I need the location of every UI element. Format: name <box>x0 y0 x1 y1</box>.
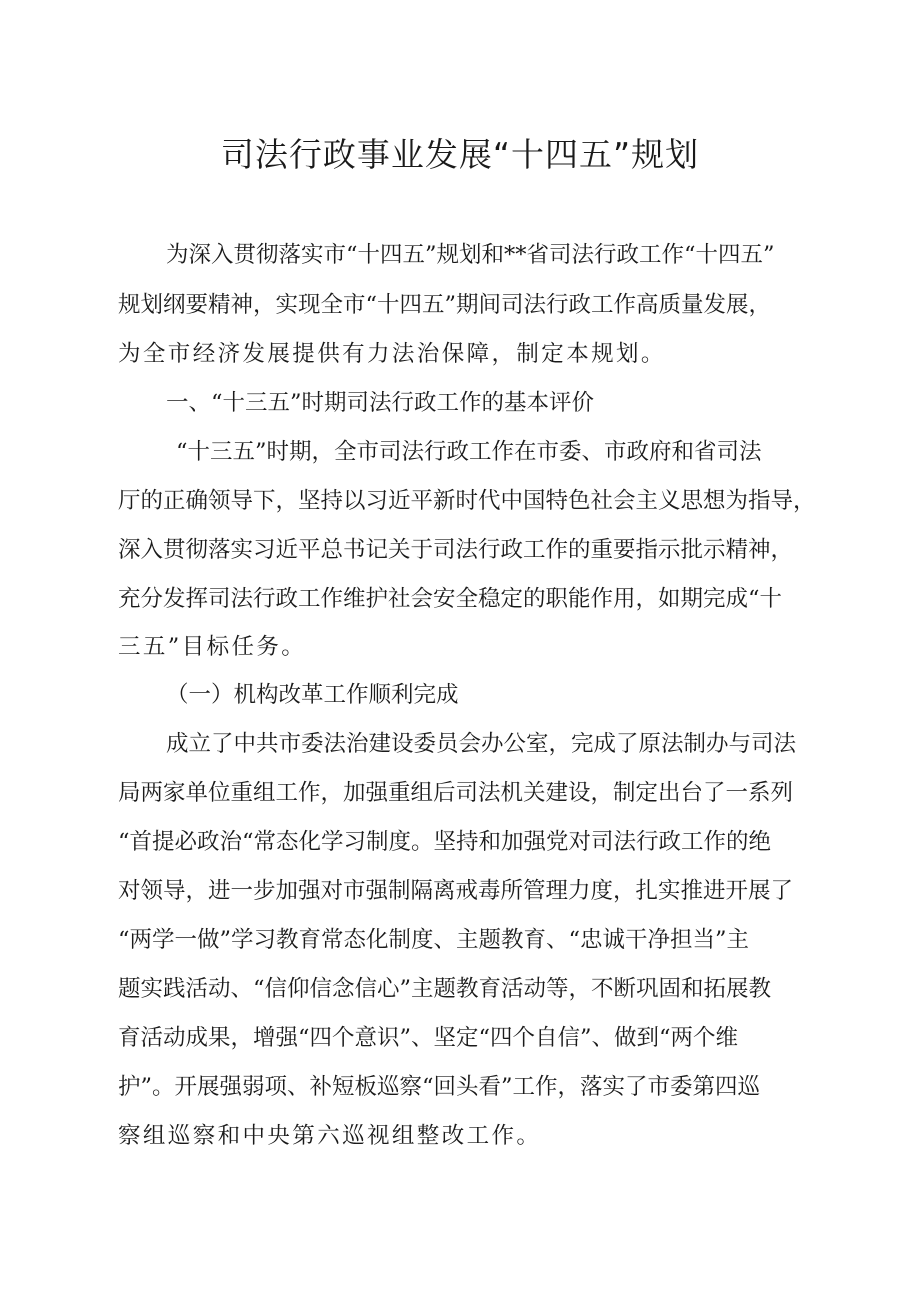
paragraph-line: “两学一做”学习教育常态化制度、主题教育、“忠诚干净担当”主 <box>118 927 750 953</box>
subsection-heading: （一）机构改革工作顺利完成 <box>166 682 459 708</box>
paragraph-line: 题实践活动、“信仰信念信心”主题教育活动等，不断巩固和拓展教 <box>118 976 772 1002</box>
document-title: 司法行政事业发展“十四五”规划 <box>220 135 700 174</box>
paragraph-line: 为深入贯彻落实市“十四五”规划和**省司法行政工作“十四五” <box>166 242 775 268</box>
paragraph-line: 察组巡察和中央第六巡视组整改工作。 <box>118 1123 542 1149</box>
paragraph-line: 规划纲要精神，实现全市“十四五”期间司法行政工作高质量发展， <box>118 292 772 318</box>
paragraph-line: 护”。开展强弱项、补短板巡察“回头看”工作，落实了市委第四巡 <box>118 1074 761 1100</box>
paragraph-line: 局两家单位重组工作，加强重组后司法机关建设，制定出台了一系列 <box>118 780 794 806</box>
paragraph-line: 育活动成果，增强“四个意识”、坚定“四个自信”、做到“两个维 <box>118 1025 739 1051</box>
paragraph-line: 厅的正确领导下，坚持以习近平新时代中国特色社会主义思想为指导， <box>118 488 816 514</box>
paragraph-line: “十三五”时期，全市司法行政工作在市委、市政府和省司法 <box>176 439 762 465</box>
paragraph-line: 充分发挥司法行政工作维护社会安全稳定的职能作用，如期完成“十 <box>118 586 783 612</box>
paragraph-line: 对领导，进一步加强对市强制隔离戒毒所管理力度，扎实推进开展了 <box>118 878 794 904</box>
paragraph-line: 三五”目标任务。 <box>118 634 307 660</box>
paragraph-line: 为全市经济发展提供有力法治保障，制定本规划。 <box>118 341 666 367</box>
paragraph-line: “首提必政治“常态化学习制度。坚持和加强党对司法行政工作的绝 <box>118 829 772 855</box>
paragraph-line: 深入贯彻落实习近平总书记关于司法行政工作的重要指示批示精神， <box>118 537 794 563</box>
paragraph-line: 成立了中共市委法治建设委员会办公室，完成了原法制办与司法 <box>166 731 797 757</box>
section-heading: 一、“十三五”时期司法行政工作的基本评价 <box>166 390 595 416</box>
